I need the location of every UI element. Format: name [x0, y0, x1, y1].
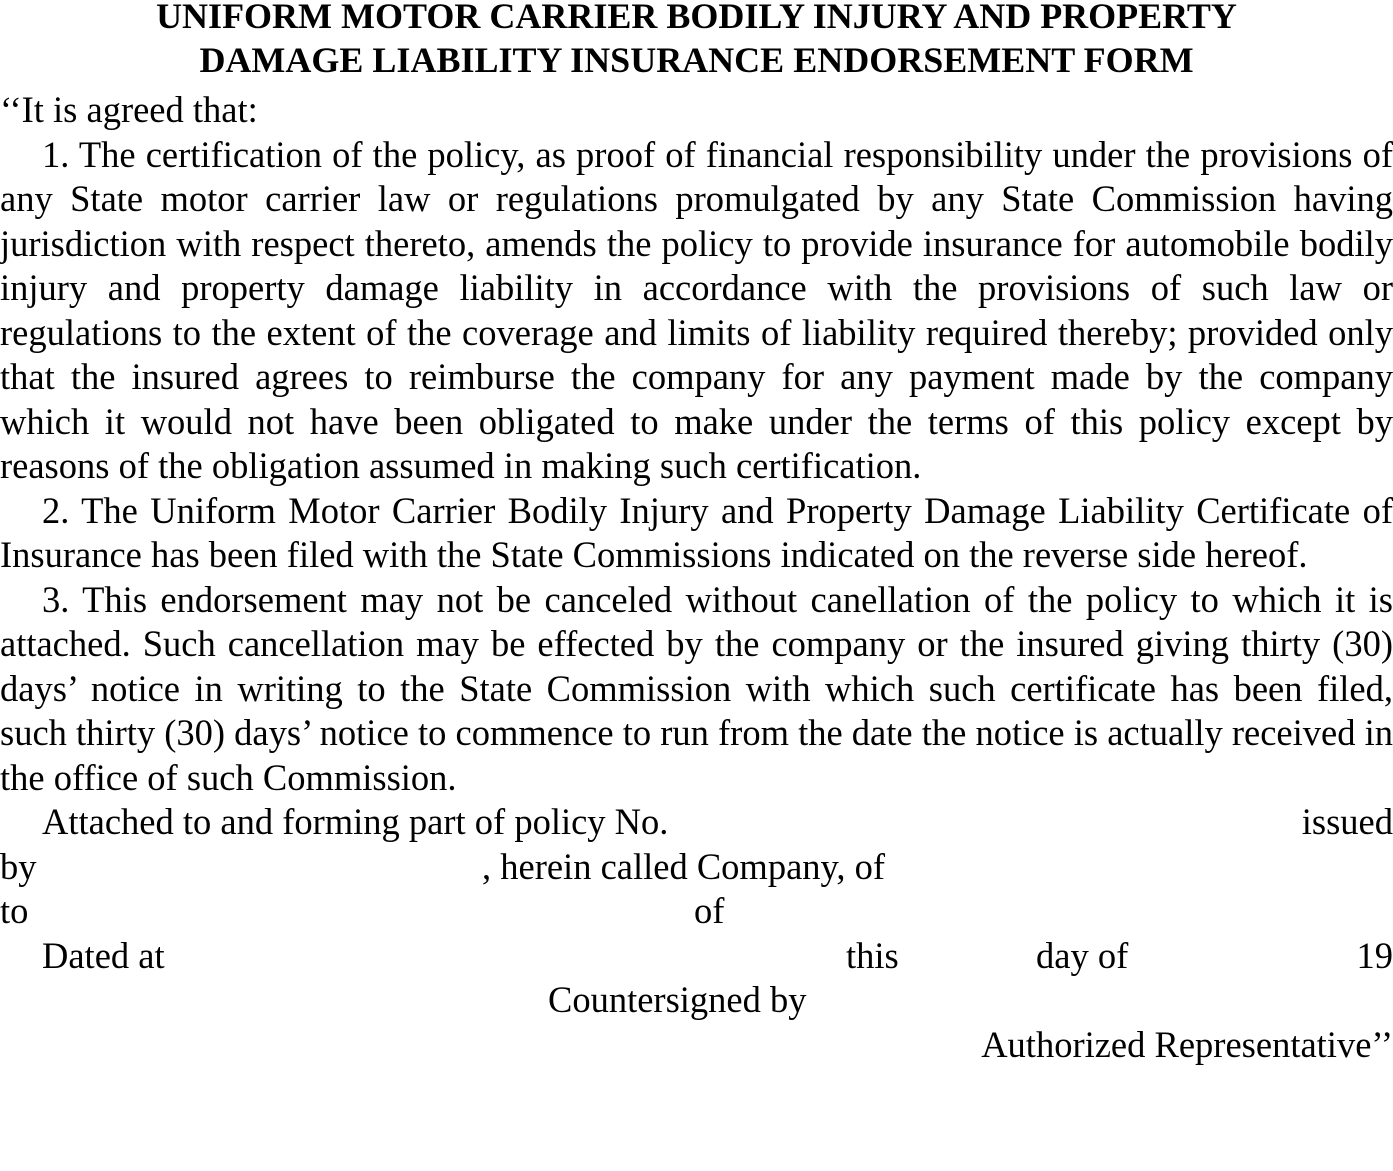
day-of-label: day of — [1036, 934, 1129, 976]
year-label: 19 — [1356, 934, 1393, 976]
paragraph-2: 2. The Uniform Motor Carrier Bodily Injury and Property Damage Liability Certificate of Insurance has been filed with the State Commissions indicated on the reverse side hereof. — [0, 489, 1393, 575]
attached-label: Attached to and forming part of policy No. — [42, 801, 669, 842]
countersigned-label: Countersigned by — [548, 979, 807, 1020]
to-label: to — [0, 890, 29, 931]
issued-by-row — [0, 845, 1393, 890]
authorized-representative-label: Authorized Representative’’ — [981, 1023, 1393, 1065]
this-label: this — [846, 934, 899, 976]
insured-row — [0, 889, 1393, 934]
countersigned-row — [0, 978, 1393, 1023]
paragraph-1: 1. The certification of the policy, as proof of financial responsibility under the provisions of any State motor carrier law or regulations promulgated by any State Commission having jurisdiction with respect thereto, amends the policy to provide insurance for automobile bodily injury and property damage liability in accordance with the provisions of such law or regulations to the extent of the coverage and limits of liability required thereby; provided only that the insured agrees to reimburse the company for any payment made by the company which it would not have been obligated to make under the terms of this policy except by reasons of the obligation assumed in making such certification. — [0, 133, 1393, 486]
title-line-2: DAMAGE LIABILITY INSURANCE ENDORSEMENT FORM — [199, 40, 1194, 80]
of-label: of — [694, 890, 725, 931]
policy-number-row — [0, 800, 1393, 845]
title-line-1: UNIFORM MOTOR CARRIER BODILY INJURY AND PROPERTY — [156, 0, 1237, 36]
by-label: by — [0, 845, 37, 887]
document-title — [0, 0, 1393, 82]
intro-text: ‘‘It is agreed that: — [0, 89, 258, 130]
issued-label: issued — [1301, 801, 1393, 842]
paragraph-3: 3. This endorsement may not be canceled without canellation of the policy to which it is attached. Such cancellation may be effected by the company or the insured giving thirty (30) days’ notice in writing to the State Commission with which such certificate has been filed, such thirty (30) days’ notice to commence to run from the date the notice is actually received in the office of such Commission. — [0, 578, 1393, 798]
authorized-row — [0, 1023, 1393, 1068]
dated-label: Dated at — [42, 934, 165, 976]
company-label: , herein called Company, of — [482, 845, 886, 887]
dated-row — [0, 934, 1393, 979]
